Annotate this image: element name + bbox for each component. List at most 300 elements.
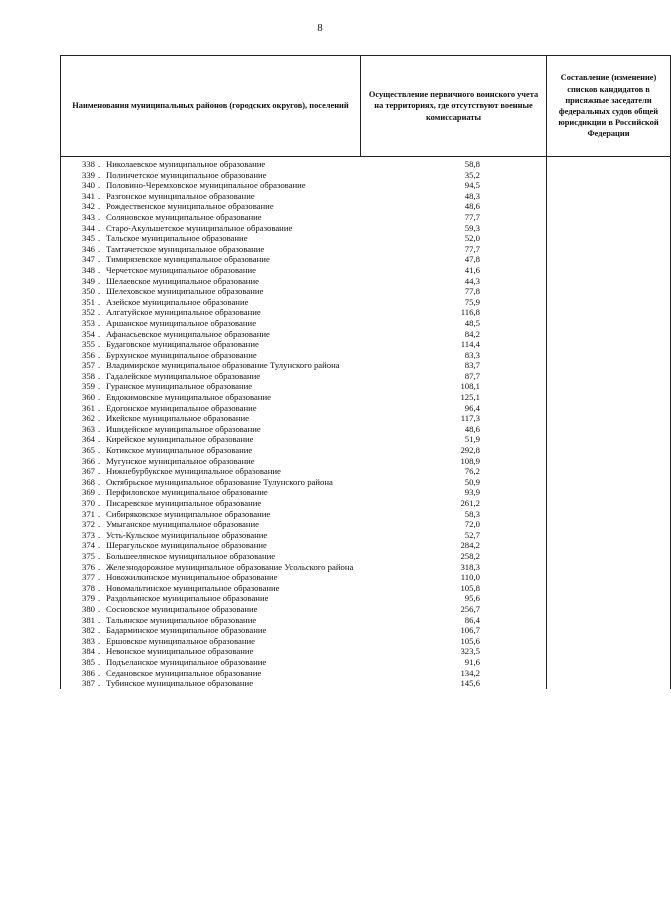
table-row <box>61 604 671 615</box>
table-row <box>61 477 671 488</box>
row-value: 96,4 <box>464 402 480 413</box>
row-name-cell <box>61 329 361 340</box>
row-name-cell <box>61 265 361 276</box>
row-number: 365 <box>81 445 95 456</box>
table-row <box>61 339 671 350</box>
row-number: 379 <box>81 593 95 604</box>
row-name: Бадарминское муниципальное образование <box>106 625 267 636</box>
table-row <box>61 487 671 498</box>
row-jurors-cell <box>547 604 671 615</box>
row-name: Подъеланское муниципальное образование <box>106 656 267 667</box>
row-name-cell <box>61 350 361 361</box>
row-jurors-cell <box>547 657 671 668</box>
row-number-dot: . <box>98 159 101 169</box>
table-row <box>61 509 671 520</box>
row-number: 363 <box>81 423 95 434</box>
row-number-dot: . <box>98 222 101 233</box>
row-number: 352 <box>81 307 95 318</box>
table-row <box>61 540 671 551</box>
row-value: 83,3 <box>464 349 480 360</box>
table-row <box>61 668 671 679</box>
row-number: 386 <box>81 667 95 678</box>
row-name: Невонское муниципальное образование <box>106 646 254 657</box>
row-number: 373 <box>81 529 95 540</box>
row-name: Евдокимовское муниципальное образование <box>106 392 271 403</box>
row-name-cell <box>61 646 361 657</box>
row-name-cell <box>61 403 361 414</box>
table-row <box>61 371 671 382</box>
row-name: Бурхунское муниципальное образование <box>106 349 257 360</box>
row-number-dot: . <box>98 476 101 487</box>
row-number: 366 <box>81 455 95 466</box>
row-value: 84,2 <box>464 328 480 339</box>
row-number-dot: . <box>98 656 101 667</box>
row-name: Половино-Черемховское муниципальное образование <box>106 180 306 191</box>
row-value: 47,8 <box>464 254 480 265</box>
row-number: 364 <box>81 434 95 445</box>
row-number: 341 <box>81 190 95 201</box>
row-name-cell <box>61 201 361 212</box>
row-name: Котикское муниципальное образование <box>106 445 253 456</box>
row-number-dot: . <box>98 603 101 614</box>
row-jurors-cell <box>547 509 671 520</box>
row-name: Мугунское муниципальное образование <box>106 455 255 466</box>
row-number-dot: . <box>98 455 101 466</box>
row-value: 50,9 <box>464 476 480 487</box>
row-value: 77,8 <box>464 286 480 297</box>
row-value: 323,5 <box>460 646 480 657</box>
row-value: 48,3 <box>464 190 480 201</box>
row-name-cell <box>61 498 361 509</box>
header-col-name: Наименования муниципальных районов (городских округов), поселений <box>61 56 361 157</box>
row-name-cell <box>61 466 361 477</box>
row-name: Новожилкинское муниципальное образование <box>106 572 278 583</box>
data-table <box>60 55 671 689</box>
row-name: Шелеховское муниципальное образование <box>106 286 264 297</box>
row-number: 387 <box>81 678 95 689</box>
row-jurors-cell <box>547 371 671 382</box>
row-name: Тальское муниципальное образование <box>106 233 248 244</box>
row-name: Новомальтинское муниципальное образование <box>106 582 280 593</box>
row-value: 86,4 <box>464 614 480 625</box>
row-value: 114,4 <box>460 339 480 350</box>
row-jurors-cell <box>547 615 671 626</box>
row-number: 342 <box>81 201 95 212</box>
row-number-dot: . <box>98 614 101 625</box>
page-number: 8 <box>317 22 323 34</box>
row-name-cell <box>61 572 361 583</box>
row-name-cell <box>61 381 361 392</box>
row-number-dot: . <box>98 572 101 583</box>
row-value: 51,9 <box>464 434 480 445</box>
row-number-dot: . <box>98 201 101 212</box>
row-jurors-cell <box>547 540 671 551</box>
table-row <box>61 646 671 657</box>
table-row <box>61 360 671 371</box>
table-row <box>61 445 671 456</box>
row-number: 359 <box>81 381 95 392</box>
table-row <box>61 170 671 181</box>
row-value: 75,9 <box>464 296 480 307</box>
row-number-dot: . <box>98 211 101 222</box>
row-value: 108,9 <box>460 455 480 466</box>
row-name-cell <box>61 434 361 445</box>
table-row <box>61 413 671 424</box>
row-value: 110,0 <box>460 572 480 583</box>
table-row <box>61 212 671 223</box>
row-name: Афанасьевское муниципальное образование <box>106 328 270 339</box>
row-name-cell <box>61 519 361 530</box>
row-name-cell <box>61 615 361 626</box>
row-value: 95,6 <box>464 593 480 604</box>
row-jurors-cell <box>547 572 671 583</box>
table-row <box>61 233 671 244</box>
table-row <box>61 191 671 202</box>
row-number: 343 <box>81 211 95 222</box>
table-row <box>61 350 671 361</box>
row-number-dot: . <box>98 370 101 381</box>
table-row <box>61 254 671 265</box>
row-name-cell <box>61 509 361 520</box>
table-row <box>61 498 671 509</box>
row-value: 94,5 <box>464 180 480 191</box>
row-number-dot: . <box>98 498 101 508</box>
table-row <box>61 678 671 689</box>
row-value: 59,3 <box>464 222 480 233</box>
row-jurors-cell <box>547 668 671 679</box>
row-name-cell <box>61 191 361 202</box>
row-value: 52,7 <box>464 529 480 540</box>
row-number: 344 <box>81 222 95 233</box>
row-number-dot: . <box>98 582 101 593</box>
row-name-cell <box>61 445 361 456</box>
row-number: 384 <box>81 646 95 657</box>
row-name: Аршанское муниципальное образование <box>106 317 257 328</box>
row-value: 125,1 <box>460 392 480 403</box>
row-number-dot: . <box>98 540 101 551</box>
row-number-dot: . <box>98 635 101 646</box>
row-number-dot: . <box>98 434 101 445</box>
row-name-cell <box>61 413 361 424</box>
row-value: 35,2 <box>464 169 480 180</box>
row-number-dot: . <box>98 190 101 201</box>
row-number-dot: . <box>98 423 101 434</box>
row-name: Владимирское муниципальное образование Тулунского района <box>106 360 340 371</box>
row-jurors-cell <box>547 360 671 371</box>
row-name-cell <box>61 657 361 668</box>
row-number-dot: . <box>98 392 101 403</box>
row-number: 349 <box>81 275 95 286</box>
table-row <box>61 297 671 308</box>
row-value: 91,6 <box>464 656 480 667</box>
row-value: 134,2 <box>460 667 480 678</box>
row-number: 360 <box>81 392 95 403</box>
row-value: 52,0 <box>464 233 480 244</box>
row-jurors-cell <box>547 530 671 541</box>
row-value: 93,9 <box>464 487 480 498</box>
row-name: Ишидейское муниципальное образование <box>106 423 261 434</box>
table-row <box>61 244 671 255</box>
row-number: 375 <box>81 550 95 561</box>
row-value: 145,6 <box>460 678 480 689</box>
table-row <box>61 636 671 647</box>
row-number-dot: . <box>98 275 101 286</box>
row-name: Гадалейское муниципальное образование <box>106 370 261 381</box>
row-name-cell <box>61 487 361 498</box>
row-number: 378 <box>81 582 95 593</box>
row-name: Сибиряковское муниципальное образование <box>106 508 271 519</box>
row-number-dot: . <box>98 593 101 604</box>
row-value: 117,3 <box>460 413 480 424</box>
row-value: 284,2 <box>460 540 480 551</box>
row-name: Тимирязевское муниципальное образование <box>106 254 270 265</box>
row-name: Старо-Акульшетское муниципальное образование <box>106 222 293 233</box>
row-value: 58,8 <box>464 159 480 169</box>
table-row <box>61 201 671 212</box>
row-value: 116,8 <box>460 307 480 318</box>
row-number: 367 <box>81 466 95 477</box>
row-number-dot: . <box>98 508 101 519</box>
row-name: Тубинское муниципальное образование <box>106 678 254 689</box>
row-name: Перфиловское муниципальное образование <box>106 487 268 498</box>
row-name: Тальянское муниципальное образование <box>106 614 257 625</box>
row-value: 105,8 <box>460 582 480 593</box>
row-number-dot: . <box>98 646 101 657</box>
row-name: Полинчетское муниципальное образование <box>106 169 267 180</box>
row-number-dot: . <box>98 328 101 339</box>
row-number: 338 <box>81 159 95 169</box>
row-number-dot: . <box>98 169 101 180</box>
table-row <box>61 265 671 276</box>
row-name-cell <box>61 244 361 255</box>
row-jurors-cell <box>547 466 671 477</box>
row-value: 106,7 <box>460 625 480 636</box>
row-number: 348 <box>81 264 95 275</box>
row-jurors-cell <box>547 297 671 308</box>
row-number-dot: . <box>98 381 101 392</box>
row-number: 376 <box>81 561 95 572</box>
row-jurors-cell <box>547 307 671 318</box>
row-number-dot: . <box>98 625 101 636</box>
row-jurors-cell <box>547 201 671 212</box>
table-row <box>61 381 671 392</box>
row-jurors-cell <box>547 223 671 234</box>
row-name-cell <box>61 180 361 191</box>
table-row <box>61 593 671 604</box>
row-jurors-cell <box>547 562 671 573</box>
row-name: Шерагульское муниципальное образование <box>106 540 267 551</box>
row-name: Ершовское муниципальное образование <box>106 635 255 646</box>
row-name-cell <box>61 223 361 234</box>
row-name-cell <box>61 212 361 223</box>
row-number-dot: . <box>98 445 101 456</box>
row-number: 358 <box>81 370 95 381</box>
row-jurors-cell <box>547 265 671 276</box>
row-name: Рождественское муниципальное образование <box>106 201 274 212</box>
row-value: 292,8 <box>460 445 480 456</box>
row-number-dot: . <box>98 180 101 191</box>
row-number: 345 <box>81 233 95 244</box>
row-value: 58,3 <box>464 508 480 519</box>
row-value: 76,2 <box>464 466 480 477</box>
row-value: 48,6 <box>464 423 480 434</box>
row-number-dot: . <box>98 529 101 540</box>
row-jurors-cell <box>547 678 671 689</box>
row-name: Алгатуйское муниципальное образование <box>106 307 261 318</box>
row-number: 362 <box>81 413 95 424</box>
row-number: 346 <box>81 243 95 254</box>
row-jurors-cell <box>547 625 671 636</box>
row-name-cell <box>61 307 361 318</box>
row-jurors-cell <box>547 276 671 287</box>
table-row <box>61 307 671 318</box>
row-jurors-cell <box>547 445 671 456</box>
row-number: 380 <box>81 603 95 614</box>
row-number: 354 <box>81 328 95 339</box>
row-number-dot: . <box>98 519 101 530</box>
table-row <box>61 424 671 435</box>
row-number-dot: . <box>98 233 101 244</box>
row-value: 83,7 <box>464 360 480 371</box>
table-row <box>61 583 671 594</box>
row-name-cell <box>61 668 361 679</box>
row-value: 77,7 <box>464 243 480 254</box>
table-row <box>61 551 671 562</box>
table-row <box>61 157 671 170</box>
row-name-cell <box>61 170 361 181</box>
row-jurors-cell <box>547 593 671 604</box>
row-jurors-cell <box>547 583 671 594</box>
row-number-dot: . <box>98 487 101 498</box>
row-name-cell <box>61 593 361 604</box>
row-value: 77,7 <box>464 211 480 222</box>
row-jurors-cell <box>547 286 671 297</box>
row-value: 72,0 <box>464 519 480 530</box>
table-row <box>61 318 671 329</box>
row-value: 318,3 <box>460 561 480 572</box>
row-name-cell <box>61 678 361 689</box>
row-name-cell <box>61 636 361 647</box>
row-number-dot: . <box>98 402 101 413</box>
row-value: 258,2 <box>460 550 480 561</box>
header-col-military-registration: Осуществление первичного воинского учета на территориях, где отсутствуют военные комиссариаты <box>361 56 547 157</box>
row-jurors-cell <box>547 456 671 467</box>
row-name-cell <box>61 540 361 551</box>
table-body <box>61 157 671 689</box>
row-name-cell <box>61 477 361 488</box>
row-name: Кирейское муниципальное образование <box>106 434 254 445</box>
row-jurors-cell <box>547 233 671 244</box>
row-name: Нижнебурбукское муниципальное образование <box>106 466 281 477</box>
row-name-cell <box>61 604 361 615</box>
row-number-dot: . <box>98 296 101 307</box>
row-name: Гуранское муниципальное образование <box>106 381 253 392</box>
table-row <box>61 286 671 297</box>
row-number: 353 <box>81 317 95 328</box>
row-number: 347 <box>81 254 95 265</box>
table-row <box>61 657 671 668</box>
row-jurors-cell <box>547 477 671 488</box>
row-value: 105,6 <box>460 635 480 646</box>
table-row <box>61 434 671 445</box>
row-name-cell <box>61 360 361 371</box>
row-name-cell <box>61 551 361 562</box>
row-jurors-cell <box>547 636 671 647</box>
row-value: 48,6 <box>464 201 480 212</box>
row-name: Умыганское муниципальное образование <box>106 519 260 530</box>
row-number: 371 <box>81 508 95 519</box>
row-number: 361 <box>81 402 95 413</box>
row-name: Железнодорожное муниципальное образование Усольского района <box>106 561 354 572</box>
table-row <box>61 403 671 414</box>
table-row <box>61 562 671 573</box>
row-jurors-cell <box>547 413 671 424</box>
row-name-cell <box>61 157 361 170</box>
row-name: Шелаевское муниципальное образование <box>106 275 259 286</box>
table-row <box>61 625 671 636</box>
row-jurors-cell <box>547 434 671 445</box>
row-number-dot: . <box>98 349 101 360</box>
row-name-cell <box>61 424 361 435</box>
row-value: 108,1 <box>460 381 480 392</box>
row-jurors-cell <box>547 498 671 509</box>
row-name-cell <box>61 562 361 573</box>
row-number: 350 <box>81 286 95 297</box>
table-row <box>61 392 671 403</box>
row-name: Сосновское муниципальное образование <box>106 603 258 614</box>
row-name-cell <box>61 371 361 382</box>
row-jurors-cell <box>547 191 671 202</box>
row-value: 261,2 <box>460 498 480 508</box>
table-row <box>61 466 671 477</box>
row-number-dot: . <box>98 339 101 350</box>
row-number: 377 <box>81 572 95 583</box>
row-number: 374 <box>81 540 95 551</box>
row-number-dot: . <box>98 466 101 477</box>
row-number-dot: . <box>98 286 101 297</box>
table-row <box>61 329 671 340</box>
row-number: 383 <box>81 635 95 646</box>
row-name-cell <box>61 318 361 329</box>
row-jurors-cell <box>547 551 671 562</box>
row-jurors-cell <box>547 392 671 403</box>
row-number-dot: . <box>98 360 101 371</box>
row-number: 356 <box>81 349 95 360</box>
row-jurors-cell <box>547 339 671 350</box>
row-name-cell <box>61 276 361 287</box>
row-number: 368 <box>81 476 95 487</box>
row-name: Усть-Кульское муниципальное образование <box>106 529 268 540</box>
table-row <box>61 180 671 191</box>
row-jurors-cell <box>547 254 671 265</box>
row-number: 382 <box>81 625 95 636</box>
row-jurors-cell <box>547 381 671 392</box>
row-number-dot: . <box>98 561 101 572</box>
row-name-cell <box>61 583 361 594</box>
table-row <box>61 519 671 530</box>
row-jurors-cell <box>547 519 671 530</box>
row-name-cell <box>61 286 361 297</box>
row-jurors-cell <box>547 212 671 223</box>
row-number: 369 <box>81 487 95 498</box>
row-number: 340 <box>81 180 95 191</box>
row-name: Тамтачетское муниципальное образование <box>106 243 265 254</box>
row-number-dot: . <box>98 413 101 424</box>
row-number-dot: . <box>98 317 101 328</box>
table-row <box>61 572 671 583</box>
row-name: Будаговское муниципальное образование <box>106 339 259 350</box>
row-jurors-cell <box>547 244 671 255</box>
